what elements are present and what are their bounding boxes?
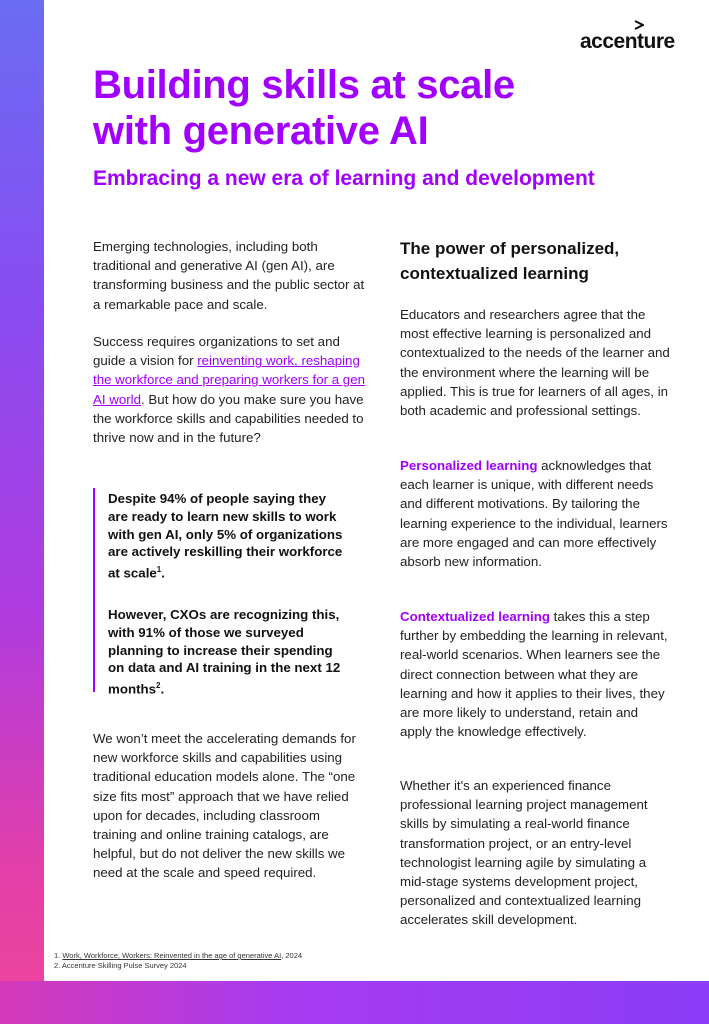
title-line-2: with generative AI <box>93 109 429 153</box>
right-paragraph-3: Contextualized learning takes this a step further by embedding the learning in relevant, real-world scenarios. When learners see the direct connection between what they are learning and how it applies to their lives, they are more likely to understand, retain and apply the knowledge effectively. <box>400 609 668 740</box>
left-paragraph-3: We won’t meet the accelerating demands for new workforce skills and capabilities using traditional education models alone. The “one size fits most” approach that we have relied upon for decades, including classroom training and online training catalogs, are helpful, but do not deliver the new skills we need at the scale and speed required. <box>93 731 356 881</box>
personalized-learning-keyword: Personalized learning <box>400 458 538 473</box>
footnotes <box>54 951 454 970</box>
contextualized-learning-keyword: Contextualized learning <box>400 609 550 624</box>
footnote-1: 1. Work, Workforce, Workers: Reinvented in the age of generative AI, 2024 <box>54 951 303 960</box>
accenture-logo <box>580 20 680 53</box>
left-paragraph-2: Success requires organizations to set and guide a vision for reinventing work, reshaping the workforce and preparing workers for a gen AI world. But how do you make sure you have the workforce skills and capabilities needed to thrive now and in the future? <box>93 334 365 446</box>
callout-stat-1: Despite 94% of people saying they are ready to learn new skills to work with gen AI, only 5% of organizations are actively reskilling their workforce at scale$^1$. <box>108 491 343 581</box>
left-gradient-bar <box>0 0 44 1024</box>
footnote-1-link[interactable]: Work, Workforce, Workers: Reinvented in the age of generative AI <box>62 951 282 960</box>
stats-callout <box>93 488 355 697</box>
left-paragraph-1: Emerging technologies, including both traditional and generative AI (gen AI), are transforming business and the public sector at a remarkable pace and scale. <box>93 239 365 312</box>
page-title <box>93 62 653 154</box>
footnote-ref-2: 2 <box>156 681 161 691</box>
title-line-1: Building skills at scale <box>93 63 515 107</box>
page-subtitle: Embracing a new era of learning and development <box>93 167 595 190</box>
footnote-2: 2. Accenture Skilling Pulse Survey 2024 <box>54 960 187 970</box>
right-paragraph-4: Whether it's an experienced finance professional learning project management skills by simulating a real-world finance transformation project, or an entry-level technologist learning agile by simulating a mid-stage systems development project, personalized and contextualized learning accelerates skill development. <box>400 778 648 928</box>
reinventing-work-link[interactable]: reinventing work, reshaping the workforce and preparing workers for a gen AI world <box>93 353 365 407</box>
bottom-gradient-bar <box>0 981 709 1024</box>
callout-stat-2: However, CXOs are recognizing this, with 91% of those we surveyed planning to increase their spending on data and AI training in the next 12 months$^2$. <box>108 607 341 697</box>
footnote-ref-1: 1 <box>156 565 162 575</box>
right-paragraph-2: Personalized learning acknowledges that each learner is unique, with different needs and different motivations. By tailoring the learning experience to the individual, learners are more engaged and can more effectively absorb new information. <box>400 458 668 570</box>
right-paragraph-1: Educators and researchers agree that the most effective learning is personalized and contextualized to the needs of the learner and the environment where the learning will be applied. This is true for learners of all ages, in both academic and professional settings. <box>400 307 670 419</box>
section-heading: The power of personalized, contextualized learning <box>400 239 620 283</box>
logo-text: accenture <box>580 30 675 53</box>
